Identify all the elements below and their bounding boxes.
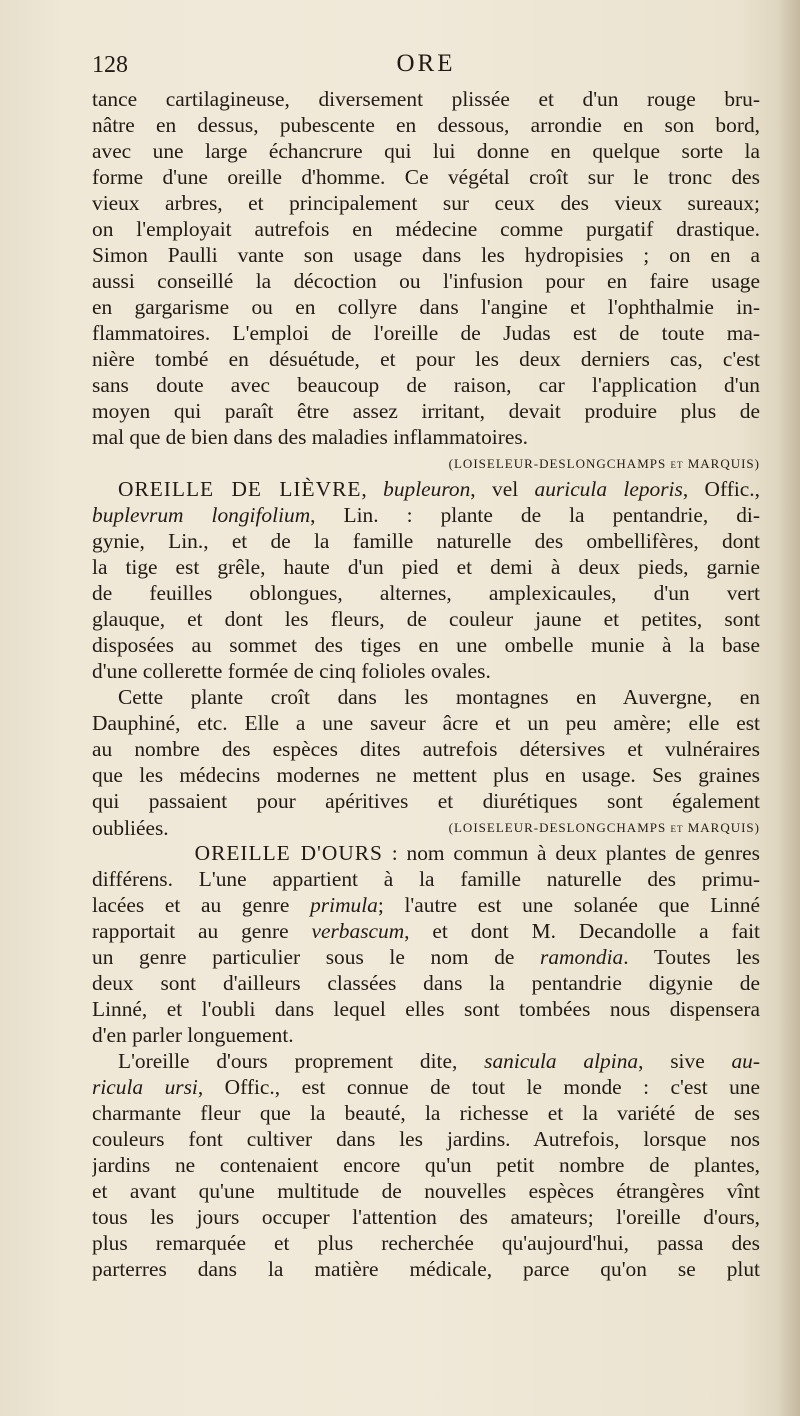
text-line: deux sont d'ailleurs classées dans la pentandrie digynie de xyxy=(92,971,760,995)
text-line: tance cartilagineuse, diversement plissée et d'un rouge bru- xyxy=(92,87,760,111)
text-line: d'en parler longuement. xyxy=(92,1023,294,1047)
text-line: flammatoires. L'emploi de l'oreille de Judas est de toute ma- xyxy=(92,321,760,345)
text-line: aussi conseillé la décoction ou l'infusion pour en faire usage xyxy=(92,269,760,293)
text-line: nière tombé en désuétude, et pour les deux derniers cas, c'est xyxy=(92,347,760,371)
text-line: Cette plante croît dans les montagnes en Auvergne, en xyxy=(118,685,760,709)
text-line: plus remarquée et plus recherchée qu'aujourd'hui, passa des xyxy=(92,1231,760,1255)
text-line: en gargarisme ou en collyre dans l'angine et l'ophthalmie in- xyxy=(92,295,760,319)
text-line: L'oreille d'ours proprement dite, sanicula alpina, sive au- xyxy=(118,1049,760,1073)
text-line: la tige est grêle, haute d'un pied et demi à deux pieds, garnie xyxy=(92,555,760,579)
text-line: jardins ne contenaient encore qu'un petit nombre de plantes, xyxy=(92,1153,760,1177)
text-line: ricula ursi, Offic., est connue de tout le monde : c'est une xyxy=(92,1075,760,1099)
text-line: buplevrum longifolium, Lin. : plante de la pentandrie, di- xyxy=(92,503,760,527)
text-line: rapportait au genre verbascum, et dont M. Decandolle a fait xyxy=(92,919,760,943)
text-line: couleurs font cultiver dans les jardins. Autrefois, lorsque nos xyxy=(92,1127,760,1151)
entry-oreille-d-ours: OREILLE D'OURS : nom commun à deux plantes de genres xyxy=(194,841,760,865)
text-line: glauque, et dont les fleurs, de couleur jaune et petites, sont xyxy=(92,607,760,631)
author-attribution: oubliées. (LOISELEUR-DESLONGCHAMPS et MARQUIS) xyxy=(92,816,760,840)
text-line: et avant qu'une multitude de nouvelles espèces étrangères vînt xyxy=(92,1179,760,1203)
text-line: au nombre des espèces dites autrefois détersives et vulnéraires xyxy=(92,737,760,761)
text-line: tous les jours occuper l'attention des amateurs; l'oreille d'ours, xyxy=(92,1205,760,1229)
text-line: qui passaient pour apéritives et diurétiques sont également xyxy=(92,789,760,813)
text-line: parterres dans la matière médicale, parce qu'on se plut xyxy=(92,1257,760,1281)
text-line: on l'employait autrefois en médecine comme purgatif drastique. xyxy=(92,217,760,241)
entry-headword: OREILLE DE LIÈVRE xyxy=(118,477,362,501)
text-line: mal que de bien dans des maladies inflammatoires. xyxy=(92,425,529,449)
text-line: lacées et au genre primula; l'autre est une solanée que Linné xyxy=(92,893,760,917)
page-number: 128 xyxy=(92,52,128,78)
text-line: un genre particulier sous le nom de ramondia. Toutes les xyxy=(92,945,760,969)
text-line: Linné, et l'oubli dans lequel elles sont tombées nous dispensera xyxy=(92,997,760,1021)
page-body xyxy=(92,86,760,1282)
page-edge-shadow xyxy=(778,0,800,1416)
text-line: Simon Paulli vante son usage dans les hydropisies ; on en a xyxy=(92,243,760,267)
text-line: de feuilles oblongues, alternes, amplexicaules, d'un vert xyxy=(92,581,760,605)
text-line: gynie, Lin., et de la famille naturelle des ombellifères, dont xyxy=(92,529,760,553)
text-line: disposées au sommet des tiges en une ombelle munie à la base xyxy=(92,633,760,657)
text-line: vieux arbres, et principalement sur ceux des vieux sureaux; xyxy=(92,191,760,215)
text-line: charmante fleur que la beauté, la richesse et la variété de ses xyxy=(92,1101,760,1125)
text-line: d'une collerette formée de cinq folioles ovales. xyxy=(92,659,491,683)
entry-headword: OREILLE D'OURS xyxy=(194,841,383,865)
text-line: moyen qui paraît être assez irritant, devait produire plus de xyxy=(92,399,760,423)
text-line: que les médecins modernes ne mettent plus en usage. Ses graines xyxy=(92,763,760,787)
entry-oreille-de-lievre: OREILLE DE LIÈVRE, bupleuron, vel auricula leporis, Offic., xyxy=(118,477,760,501)
page-header xyxy=(92,48,760,88)
text-line: différens. L'une appartient à la famille naturelle des primu- xyxy=(92,867,760,891)
text-line: avec une large échancrure qui lui donne en quelque sorte la xyxy=(92,139,760,163)
text-line: sans doute avec beaucoup de raison, car l'application d'un xyxy=(92,373,760,397)
running-head: ORE xyxy=(396,50,456,77)
text-line: forme d'une oreille d'homme. Ce végétal croît sur le tronc des xyxy=(92,165,760,189)
author-attribution: (LOISELEUR-DESLONGCHAMPS et MARQUIS) xyxy=(448,456,760,471)
text-line: nâtre en dessus, pubescente en dessous, arrondie en son bord, xyxy=(92,113,760,137)
text-line: Dauphiné, etc. Elle a une saveur âcre et un peu amère; elle est xyxy=(92,711,760,735)
